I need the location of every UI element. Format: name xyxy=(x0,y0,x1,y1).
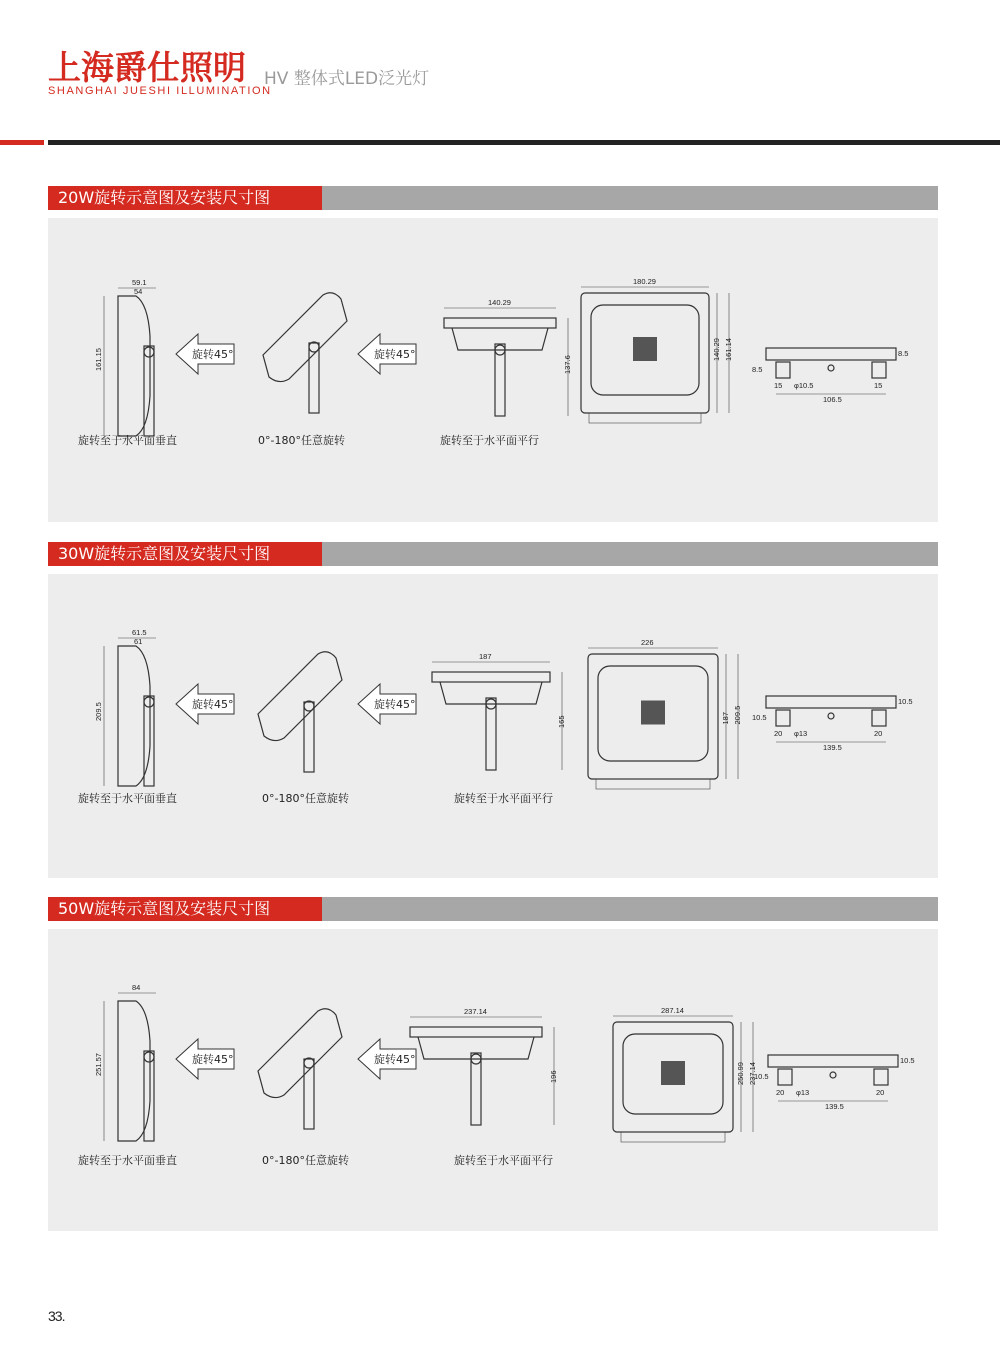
brand-name-en: SHANGHAI JUESHI ILLUMINATION xyxy=(48,85,272,97)
drawing-panel xyxy=(48,929,938,1231)
front-view-frame xyxy=(432,672,550,682)
section-title-bar xyxy=(322,897,938,921)
dim-label: 15 xyxy=(874,381,883,390)
dim-label: 61.5 xyxy=(132,628,147,637)
bracket-foot-left xyxy=(776,710,790,726)
dim-label: 209.5 xyxy=(733,705,742,725)
back-view-bracket xyxy=(589,413,701,423)
arrow-label: 旋转45° xyxy=(374,1053,416,1066)
front-view-frame xyxy=(410,1027,542,1037)
dim-label: 106.5 xyxy=(823,395,842,404)
front-view-heatsink xyxy=(418,1037,534,1059)
back-view-bracket xyxy=(596,779,710,789)
bracket-hole xyxy=(828,713,834,719)
arrow-label: 旋转45° xyxy=(192,698,234,711)
dim-label: 180.29 xyxy=(633,277,656,286)
dim-label: 196 xyxy=(549,1070,558,1083)
pivot-bolt xyxy=(144,697,154,707)
section-title-bar xyxy=(322,542,938,566)
bracket-foot-right xyxy=(874,1069,888,1085)
dim-label: 10.5 xyxy=(900,1056,915,1065)
bracket-foot-right xyxy=(872,710,886,726)
front-view-frame xyxy=(444,318,556,328)
section-title: 50W旋转示意图及安装尺寸图 xyxy=(48,897,330,921)
dim-label: 20 xyxy=(774,729,783,738)
drawing-panel xyxy=(48,574,938,878)
dim-label: 8.5 xyxy=(752,365,763,374)
caption-rotate: 0°-180°任意旋转 xyxy=(258,434,345,447)
caption-horizontal: 旋转至于水平面平行 xyxy=(454,1154,553,1167)
caption-vertical: 旋转至于水平面垂直 xyxy=(78,792,177,805)
caption-vertical: 旋转至于水平面垂直 xyxy=(78,434,177,447)
technical-drawing xyxy=(48,218,938,522)
dim-label: 187 xyxy=(479,652,492,661)
dim-label: 20 xyxy=(776,1088,785,1097)
side-view-body xyxy=(118,1001,150,1141)
dim-label: 139.5 xyxy=(825,1102,844,1111)
dim-label: 10.5 xyxy=(754,1072,769,1081)
bracket-hole xyxy=(830,1072,836,1078)
dim-label: 250.99 xyxy=(736,1062,745,1085)
dim-label: 140.29 xyxy=(712,338,721,361)
caption-vertical: 旋转至于水平面垂直 xyxy=(78,1154,177,1167)
dim-label: φ10.5 xyxy=(794,381,814,390)
section-title: 20W旋转示意图及安装尺寸图 xyxy=(48,186,330,210)
dim-label: 59.1 xyxy=(132,278,147,287)
bracket-foot-right xyxy=(872,362,886,378)
dim-label: 226 xyxy=(641,638,654,647)
side-view-body xyxy=(118,296,150,436)
caption-rotate: 0°-180°任意旋转 xyxy=(262,1154,349,1167)
dim-label: 84 xyxy=(132,983,141,992)
arrow-label: 旋转45° xyxy=(192,1053,234,1066)
section-header xyxy=(48,186,938,210)
bracket-hole xyxy=(828,365,834,371)
bracket-foot-left xyxy=(776,362,790,378)
dim-label: 54 xyxy=(134,287,143,296)
dim-label: 251.57 xyxy=(94,1053,103,1076)
front-view-heatsink xyxy=(440,682,542,704)
dim-label: 165 xyxy=(557,715,566,728)
back-view-bracket xyxy=(621,1132,725,1142)
dim-label: 10.5 xyxy=(898,697,913,706)
dim-label: φ13 xyxy=(796,1088,810,1097)
arrow-label: 旋转45° xyxy=(192,348,234,361)
bracket-plate xyxy=(766,696,896,708)
dim-label: 187 xyxy=(721,711,730,725)
arrow-label: 旋转45° xyxy=(374,348,416,361)
rotated-view-body xyxy=(258,1009,342,1098)
header-rule-accent xyxy=(0,140,44,145)
caption-rotate: 0°-180°任意旋转 xyxy=(262,792,349,805)
led-module xyxy=(661,1061,685,1085)
technical-drawing xyxy=(48,574,938,878)
led-module xyxy=(641,701,665,725)
dim-label: 20 xyxy=(876,1088,885,1097)
dim-label: 8.5 xyxy=(898,349,909,358)
dim-label: 20 xyxy=(874,729,883,738)
section-title-bar xyxy=(322,186,938,210)
dim-label: 209.5 xyxy=(94,702,103,721)
section-title: 30W旋转示意图及安装尺寸图 xyxy=(48,542,330,566)
brand-logo xyxy=(48,48,272,97)
dim-label: 10.5 xyxy=(752,713,767,722)
section-30w xyxy=(48,542,938,805)
technical-drawing xyxy=(48,929,938,1231)
dim-label: 161.14 xyxy=(724,338,733,361)
header-rule xyxy=(48,140,1000,145)
bracket-foot-left xyxy=(778,1069,792,1085)
section-header xyxy=(48,542,938,566)
section-20w xyxy=(48,186,938,447)
dim-label: φ13 xyxy=(794,729,808,738)
pivot-bolt xyxy=(144,347,154,357)
dim-label: 161.15 xyxy=(94,348,103,371)
brand-name-cn: 上海爵仕照明 xyxy=(48,48,246,87)
led-module xyxy=(633,337,657,361)
dim-label: 139.5 xyxy=(823,743,842,752)
dim-label: 137.6 xyxy=(563,355,572,374)
dim-label: 140.29 xyxy=(488,298,511,307)
drawing-panel xyxy=(48,218,938,522)
rotated-view-body xyxy=(258,652,342,741)
arrow-label: 旋转45° xyxy=(374,698,416,711)
caption-horizontal: 旋转至于水平面平行 xyxy=(440,434,539,447)
page-number: 33. xyxy=(48,1308,65,1324)
rotated-view-body xyxy=(263,293,347,382)
caption-horizontal: 旋转至于水平面平行 xyxy=(454,792,553,805)
bracket-plate xyxy=(766,348,896,360)
section-50w xyxy=(48,897,938,1167)
section-header xyxy=(48,897,938,921)
dim-label: 15 xyxy=(774,381,783,390)
dim-label: 287.14 xyxy=(661,1006,684,1015)
dim-label: 61 xyxy=(134,637,143,646)
side-view-body xyxy=(118,646,150,786)
bracket-plate xyxy=(768,1055,898,1067)
dim-label: 237.14 xyxy=(464,1007,487,1016)
dim-label: 237.14 xyxy=(748,1062,757,1085)
pivot-bolt xyxy=(144,1052,154,1062)
product-title: HV 整体式LED泛光灯 xyxy=(264,69,430,89)
front-view-heatsink xyxy=(452,328,548,350)
